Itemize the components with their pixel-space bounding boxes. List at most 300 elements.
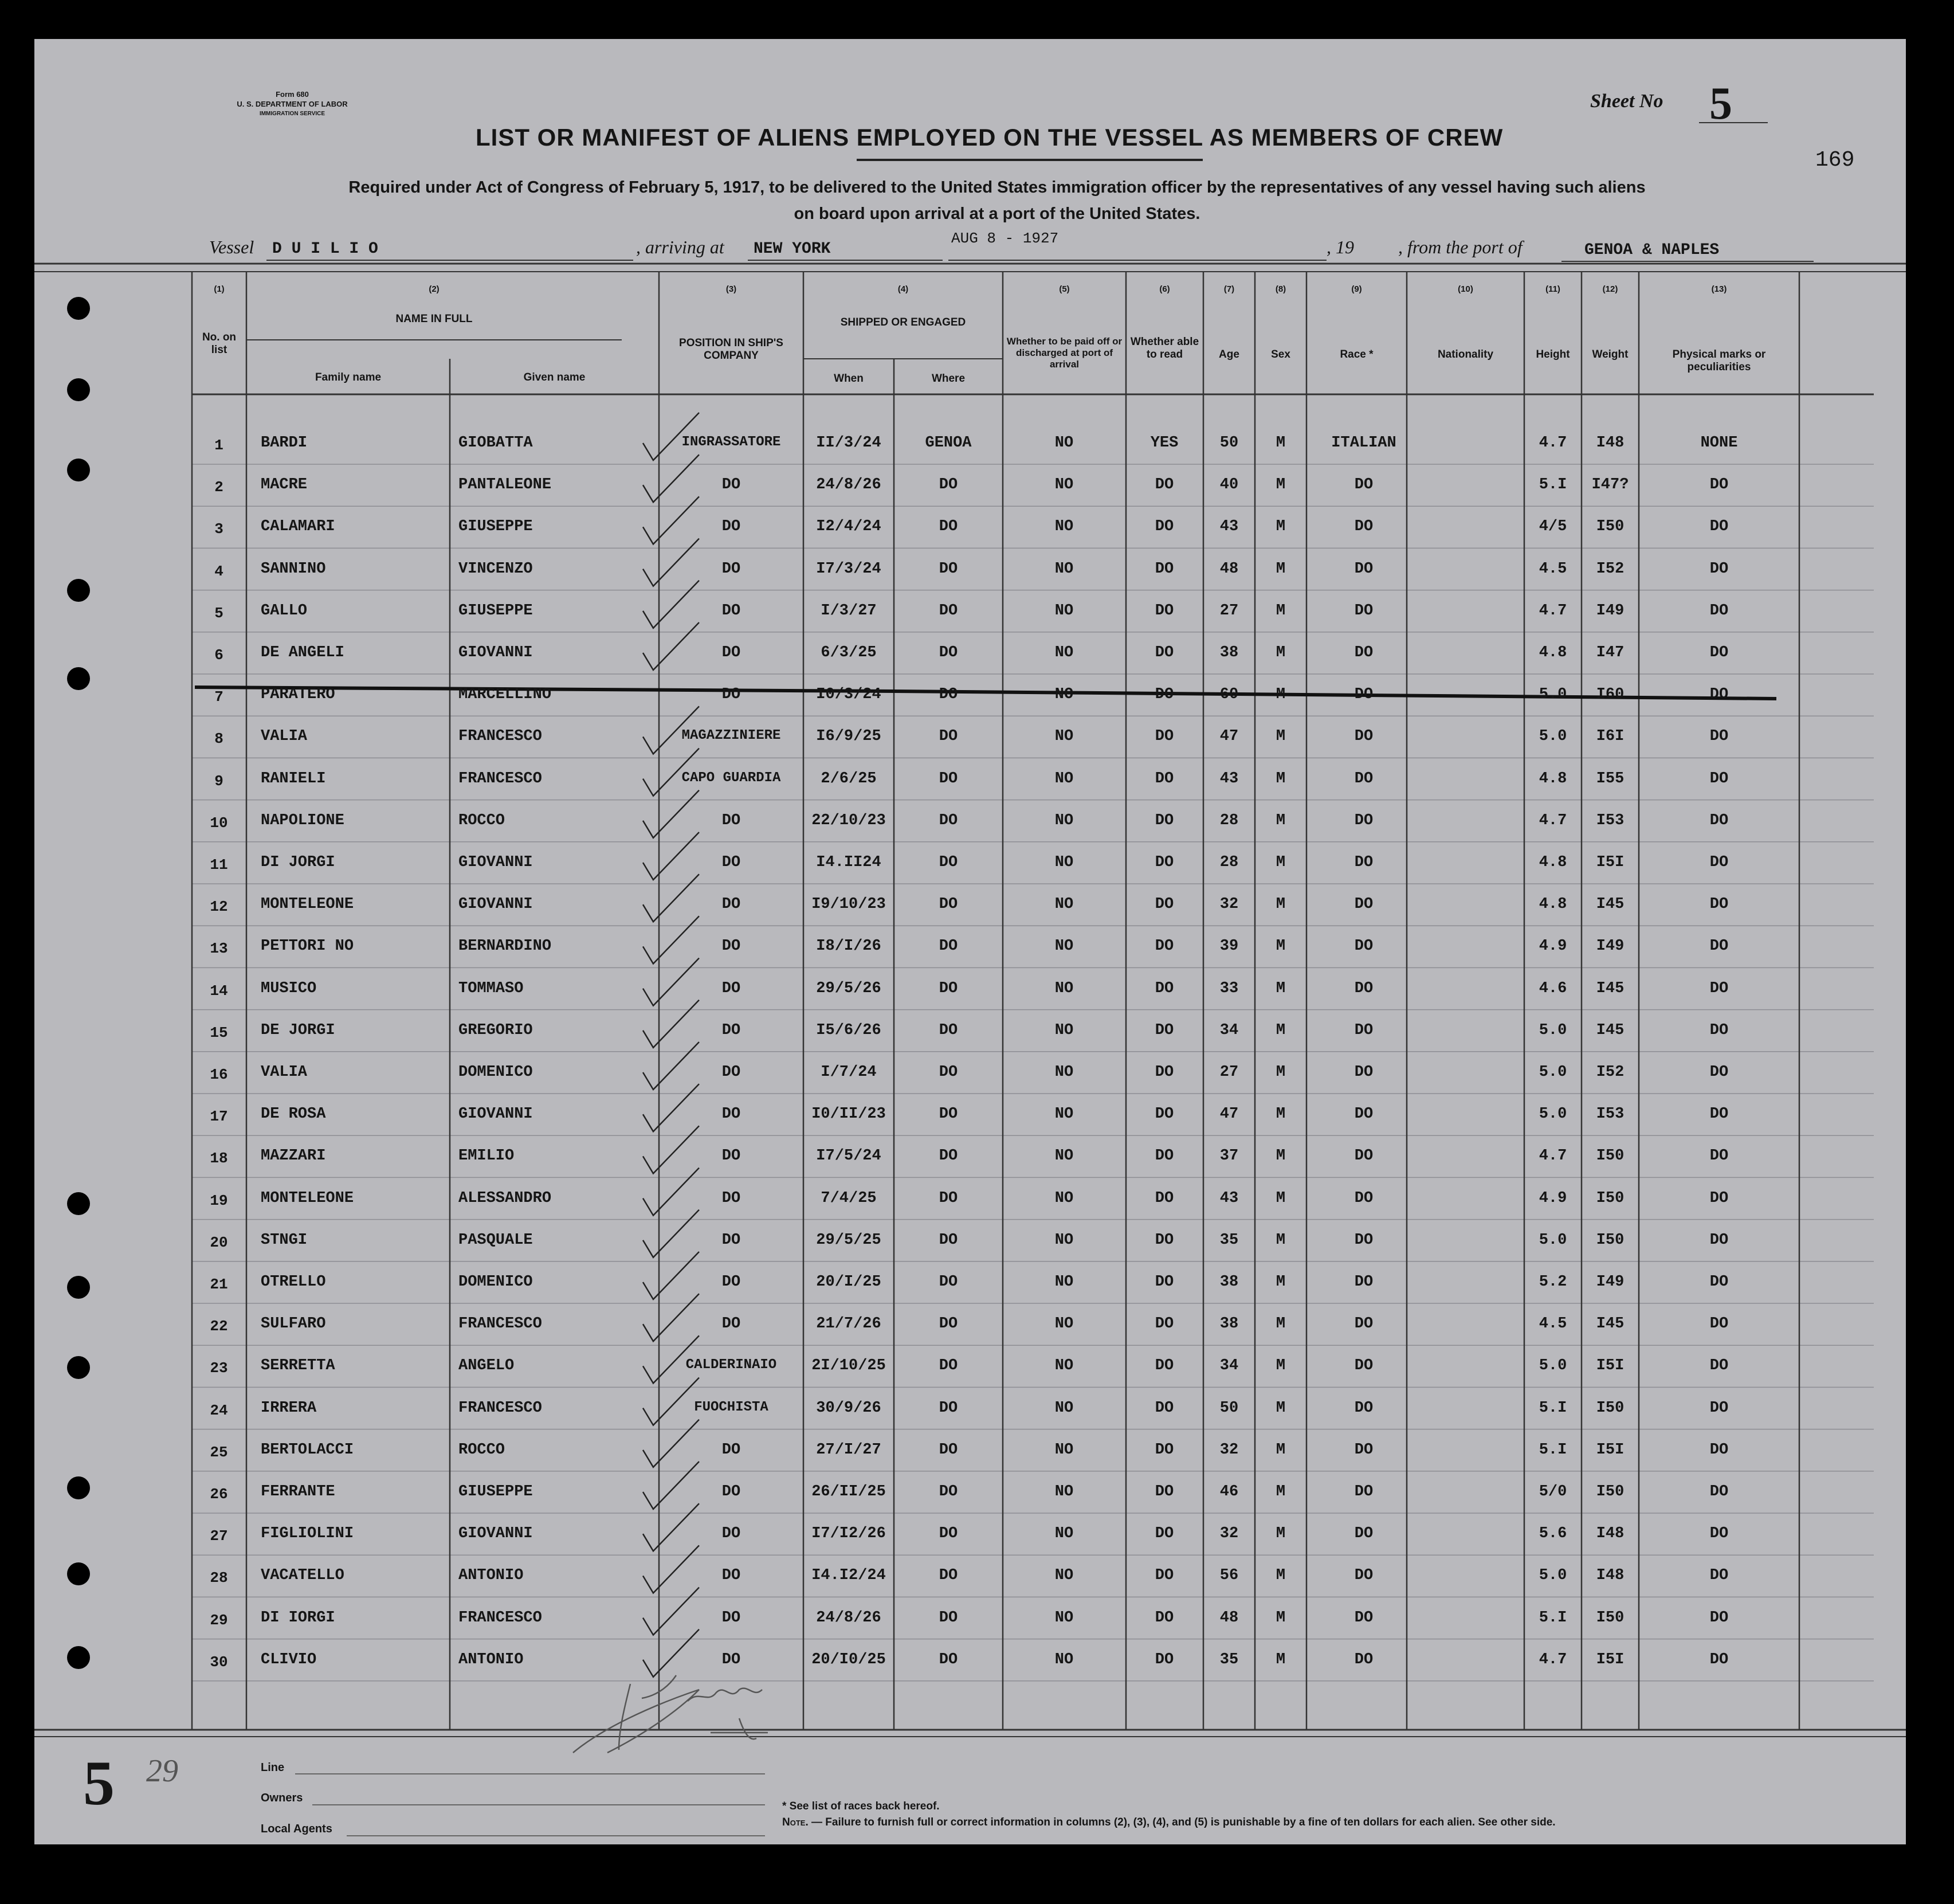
height-cell: 5.2 bbox=[1539, 1274, 1567, 1291]
race-cell: DO bbox=[1354, 1567, 1374, 1585]
sex-cell: M bbox=[1276, 1189, 1286, 1207]
title-part-3: AS MEMBERS OF CREW bbox=[1209, 124, 1504, 151]
paid-off-cell: NO bbox=[1054, 1106, 1074, 1123]
col-4a-header: When bbox=[834, 373, 864, 385]
given-name-cell: DOMENICO bbox=[458, 1064, 533, 1081]
col-7-number: (7) bbox=[1223, 284, 1235, 294]
weight-cell: I49 bbox=[1596, 938, 1625, 955]
sex-cell: M bbox=[1276, 644, 1286, 661]
sex-cell: M bbox=[1276, 1609, 1286, 1627]
weight-cell: I5I bbox=[1596, 854, 1625, 871]
shipped-when-cell: I/3/27 bbox=[821, 602, 877, 620]
family-name-cell: MACRE bbox=[261, 476, 308, 494]
family-name-cell: STNGI bbox=[261, 1231, 308, 1249]
physical-marks-cell: DO bbox=[1709, 602, 1729, 620]
line-label: Line bbox=[261, 1761, 285, 1774]
shipped-where-cell: DO bbox=[939, 1231, 958, 1249]
age-cell: 38 bbox=[1219, 644, 1239, 661]
col-13-number: (13) bbox=[1711, 284, 1727, 294]
position-cell: MAGAZZINIERE bbox=[681, 728, 781, 744]
weight-cell: I50 bbox=[1596, 1609, 1625, 1627]
departure-port: GENOA & NAPLES bbox=[1584, 241, 1720, 259]
height-cell: 5.0 bbox=[1539, 1021, 1567, 1039]
paid-off-cell: NO bbox=[1054, 1021, 1074, 1039]
age-cell: 32 bbox=[1219, 1525, 1239, 1543]
height-cell: 4.5 bbox=[1539, 1315, 1567, 1333]
shipped-where-cell: DO bbox=[939, 770, 958, 788]
col-13-header: Physical marks or peculiarities bbox=[1672, 348, 1766, 373]
position-cell: DO bbox=[721, 1651, 741, 1668]
paid-off-cell: NO bbox=[1054, 770, 1074, 788]
sex-cell: M bbox=[1276, 1147, 1286, 1165]
shipped-when-cell: I0/II/23 bbox=[811, 1106, 886, 1123]
weight-cell: I45 bbox=[1596, 1315, 1625, 1333]
weight-cell: I48 bbox=[1596, 1525, 1625, 1543]
family-name-cell: VALIA bbox=[261, 1064, 308, 1081]
binder-hole bbox=[67, 667, 90, 690]
shipped-where-cell: DO bbox=[939, 1357, 958, 1375]
weight-cell: I5I bbox=[1596, 1651, 1625, 1668]
binder-hole bbox=[67, 1192, 90, 1215]
able-to-read-cell: DO bbox=[1155, 1357, 1174, 1375]
row-number-cell: 18 bbox=[210, 1150, 228, 1168]
position-cell: DO bbox=[721, 1231, 741, 1249]
weight-cell: I49 bbox=[1596, 1274, 1625, 1291]
position-cell: DO bbox=[721, 602, 741, 620]
family-name-cell: MUSICO bbox=[261, 980, 317, 997]
family-name-cell: CALAMARI bbox=[261, 518, 335, 536]
col-10-number: (10) bbox=[1458, 284, 1473, 294]
check-mark-icon bbox=[643, 1126, 699, 1173]
col-3-header: POSITION IN SHIP'S COMPANY bbox=[679, 337, 783, 362]
height-cell: 5.0 bbox=[1539, 1231, 1567, 1249]
col-2-number: (2) bbox=[429, 284, 440, 294]
check-mark-icon bbox=[643, 1588, 699, 1635]
check-mark-icon bbox=[643, 622, 699, 670]
row-number-cell: 28 bbox=[210, 1569, 228, 1587]
family-name-cell: SANNINO bbox=[261, 560, 326, 578]
paid-off-cell: NO bbox=[1054, 1651, 1074, 1668]
check-mark-icon bbox=[643, 874, 699, 922]
given-name-cell: GREGORIO bbox=[458, 1021, 533, 1039]
penalty-note bbox=[782, 1816, 1556, 1829]
physical-marks-cell: DO bbox=[1709, 686, 1729, 704]
race-cell: DO bbox=[1354, 560, 1374, 578]
binder-hole bbox=[67, 378, 90, 401]
given-name-cell: ANTONIO bbox=[458, 1651, 524, 1668]
height-cell: 4.8 bbox=[1539, 644, 1567, 661]
age-cell: 35 bbox=[1219, 1651, 1239, 1668]
weight-cell: I50 bbox=[1596, 1189, 1625, 1207]
physical-marks-cell: DO bbox=[1709, 938, 1729, 955]
height-cell: 5.I bbox=[1539, 1441, 1567, 1459]
col-4-number: (4) bbox=[897, 284, 909, 294]
sex-cell: M bbox=[1276, 1651, 1286, 1668]
position-cell: CAPO GUARDIA bbox=[681, 770, 781, 786]
weight-cell: I50 bbox=[1596, 1231, 1625, 1249]
age-cell: 39 bbox=[1219, 938, 1239, 955]
col-11-header: Height bbox=[1536, 348, 1570, 361]
family-name-cell: FIGLIOLINI bbox=[261, 1525, 354, 1543]
age-cell: 43 bbox=[1219, 770, 1239, 788]
penalty-note-label: Note. bbox=[782, 1816, 809, 1828]
family-name-cell: IRRERA bbox=[261, 1399, 317, 1417]
race-cell: DO bbox=[1354, 896, 1374, 914]
row-number-cell: 14 bbox=[210, 982, 228, 1000]
local-agents-label: Local Agents bbox=[261, 1823, 332, 1835]
given-name-cell: GIUSEPPE bbox=[458, 518, 533, 536]
race-cell: DO bbox=[1354, 770, 1374, 788]
col-6-number: (6) bbox=[1159, 284, 1170, 294]
shipped-when-cell: I2/4/24 bbox=[816, 518, 881, 536]
family-name-cell: VALIA bbox=[261, 728, 308, 746]
physical-marks-cell: DO bbox=[1709, 476, 1729, 494]
paid-off-cell: NO bbox=[1054, 1357, 1074, 1375]
able-to-read-cell: DO bbox=[1155, 1441, 1174, 1459]
binder-hole bbox=[67, 1562, 90, 1585]
shipped-where-cell: DO bbox=[939, 1399, 958, 1417]
given-name-cell: FRANCESCO bbox=[458, 770, 542, 788]
given-name-cell: GIOVANNI bbox=[458, 896, 533, 914]
age-cell: 60 bbox=[1219, 686, 1239, 704]
sex-cell: M bbox=[1276, 1274, 1286, 1291]
shipped-where-cell: DO bbox=[939, 812, 958, 829]
position-cell: DO bbox=[721, 1483, 741, 1501]
col-8-header: Sex bbox=[1271, 348, 1290, 361]
position-cell: DO bbox=[721, 1525, 741, 1543]
from-port-label: , from the port of bbox=[1398, 237, 1523, 257]
able-to-read-cell: DO bbox=[1155, 1525, 1174, 1543]
position-cell: DO bbox=[721, 518, 741, 536]
sex-cell: M bbox=[1276, 686, 1286, 704]
position-cell: DO bbox=[721, 1441, 741, 1459]
shipped-when-cell: 2/6/25 bbox=[821, 770, 877, 788]
col-9-header: Race * bbox=[1340, 348, 1374, 361]
age-cell: 27 bbox=[1219, 1064, 1239, 1081]
race-cell: DO bbox=[1354, 644, 1374, 661]
height-cell: 5.6 bbox=[1539, 1525, 1567, 1543]
paid-off-cell: NO bbox=[1054, 938, 1074, 955]
physical-marks-cell: DO bbox=[1709, 1609, 1729, 1627]
position-cell: DO bbox=[721, 1274, 741, 1291]
height-cell: 4.7 bbox=[1539, 434, 1567, 452]
given-name-cell: GIOBATTA bbox=[458, 434, 533, 452]
shipped-when-cell: 2I/10/25 bbox=[811, 1357, 886, 1375]
row-number-cell: 29 bbox=[210, 1611, 228, 1629]
sheet-number: 5 bbox=[1709, 79, 1732, 129]
sex-cell: M bbox=[1276, 1399, 1286, 1417]
age-cell: 33 bbox=[1219, 980, 1239, 997]
check-mark-icon bbox=[643, 1168, 699, 1216]
row-number-cell: 25 bbox=[210, 1443, 228, 1461]
shipped-when-cell: 29/5/25 bbox=[816, 1231, 881, 1249]
check-mark-icon bbox=[643, 1210, 699, 1257]
paid-off-cell: NO bbox=[1054, 1064, 1074, 1081]
col-1-header: No. on list bbox=[202, 331, 237, 356]
family-name-cell: CLIVIO bbox=[261, 1651, 317, 1668]
check-mark-icon bbox=[643, 1252, 699, 1299]
sex-cell: M bbox=[1276, 770, 1286, 788]
position-cell: DO bbox=[721, 812, 741, 829]
paid-off-cell: NO bbox=[1054, 728, 1074, 746]
sex-cell: M bbox=[1276, 854, 1286, 871]
row-number-cell: 8 bbox=[214, 730, 223, 748]
shipped-when-cell: 20/I0/25 bbox=[811, 1651, 886, 1668]
position-cell: DO bbox=[721, 560, 741, 578]
binder-hole bbox=[67, 459, 90, 481]
able-to-read-cell: DO bbox=[1155, 1609, 1174, 1627]
physical-marks-cell: DO bbox=[1709, 812, 1729, 829]
given-name-cell: FRANCESCO bbox=[458, 1399, 542, 1417]
arrival-date-stamp: AUG 8 - 1927 bbox=[951, 230, 1059, 247]
race-cell: DO bbox=[1354, 1399, 1374, 1417]
paid-off-cell: NO bbox=[1054, 1441, 1074, 1459]
able-to-read-cell: DO bbox=[1155, 1399, 1174, 1417]
physical-marks-cell: DO bbox=[1709, 1357, 1729, 1375]
weight-cell: I60 bbox=[1596, 686, 1625, 704]
able-to-read-cell: YES bbox=[1150, 434, 1179, 452]
family-name-cell: DE ANGELI bbox=[261, 644, 344, 661]
position-cell: INGRASSATORE bbox=[681, 434, 781, 450]
row-number-cell: 6 bbox=[214, 647, 223, 664]
age-cell: 46 bbox=[1219, 1483, 1239, 1501]
shipped-when-cell: 24/8/26 bbox=[816, 1609, 881, 1627]
arrival-port: NEW YORK bbox=[754, 240, 831, 258]
race-cell: DO bbox=[1354, 980, 1374, 997]
position-cell: DO bbox=[721, 1609, 741, 1627]
weight-cell: I52 bbox=[1596, 1064, 1625, 1081]
position-cell: DO bbox=[721, 896, 741, 914]
age-cell: 35 bbox=[1219, 1231, 1239, 1249]
physical-marks-cell: DO bbox=[1709, 1231, 1729, 1249]
shipped-where-cell: DO bbox=[939, 1064, 958, 1081]
shipped-where-cell: DO bbox=[939, 686, 958, 704]
family-name-cell: SERRETTA bbox=[261, 1357, 335, 1375]
family-name-cell: MAZZARI bbox=[261, 1147, 326, 1165]
col-4-header: SHIPPED OR ENGAGED bbox=[840, 316, 966, 328]
age-cell: 43 bbox=[1219, 1189, 1239, 1207]
race-cell: DO bbox=[1354, 476, 1374, 494]
given-name-cell: ALESSANDRO bbox=[458, 1189, 552, 1207]
corner-number: 5 bbox=[83, 1748, 115, 1818]
given-name-cell: EMILIO bbox=[458, 1147, 515, 1165]
physical-marks-cell: DO bbox=[1709, 1567, 1729, 1585]
family-name-cell: MONTELEONE bbox=[261, 896, 354, 914]
race-cell: DO bbox=[1354, 1231, 1374, 1249]
paid-off-cell: NO bbox=[1054, 896, 1074, 914]
family-name-cell: DE ROSA bbox=[261, 1106, 326, 1123]
row-number-cell: 26 bbox=[210, 1486, 228, 1503]
age-cell: 56 bbox=[1219, 1567, 1239, 1585]
physical-marks-cell: DO bbox=[1709, 728, 1729, 746]
weight-cell: I50 bbox=[1596, 1483, 1625, 1501]
row-number-cell: 1 bbox=[214, 437, 223, 454]
family-name-cell: FERRANTE bbox=[261, 1483, 335, 1501]
race-cell: DO bbox=[1354, 728, 1374, 746]
check-mark-icon bbox=[643, 1503, 699, 1551]
given-name-cell: ROCCO bbox=[458, 1441, 505, 1459]
col-5-number: (5) bbox=[1059, 284, 1070, 294]
row-number-cell: 13 bbox=[210, 940, 228, 958]
race-cell: DO bbox=[1354, 1441, 1374, 1459]
shipped-when-cell: I7/3/24 bbox=[816, 560, 881, 578]
position-cell: DO bbox=[721, 1189, 741, 1207]
physical-marks-cell: DO bbox=[1709, 770, 1729, 788]
sex-cell: M bbox=[1276, 434, 1286, 452]
age-cell: 47 bbox=[1219, 728, 1239, 746]
race-cell: DO bbox=[1354, 518, 1374, 536]
family-name-cell: RANIELI bbox=[261, 770, 326, 788]
shipped-where-cell: DO bbox=[939, 1483, 958, 1501]
age-cell: 28 bbox=[1219, 812, 1239, 829]
col-1-number: (1) bbox=[214, 284, 225, 294]
shipped-where-cell: DO bbox=[939, 896, 958, 914]
subtitle-line-2: on board upon arrival at a port of the United States. bbox=[794, 205, 1200, 223]
paid-off-cell: NO bbox=[1054, 1189, 1074, 1207]
height-cell: 5.0 bbox=[1539, 1357, 1567, 1375]
able-to-read-cell: DO bbox=[1155, 770, 1174, 788]
col-10-header: Nationality bbox=[1437, 348, 1494, 361]
family-name-cell: OTRELLO bbox=[261, 1274, 326, 1291]
shipped-where-cell: GENOA bbox=[925, 434, 972, 452]
age-cell: 38 bbox=[1219, 1274, 1239, 1291]
given-name-cell: MARCELLINO bbox=[458, 686, 552, 704]
sheet-label: Sheet No bbox=[1590, 91, 1663, 112]
vessel-name: D U I L I O bbox=[272, 240, 378, 258]
sex-cell: M bbox=[1276, 812, 1286, 829]
row-number-cell: 19 bbox=[210, 1192, 228, 1209]
row-number-cell: 16 bbox=[210, 1066, 228, 1083]
binder-hole bbox=[67, 1356, 90, 1379]
shipped-where-cell: DO bbox=[939, 1651, 958, 1668]
paid-off-cell: NO bbox=[1054, 560, 1074, 578]
subtitle-line-1: Required under Act of Congress of February 5, 1917, to be delivered to the United States immigration officer by the representatives of any vessel having such aliens bbox=[348, 178, 1646, 197]
weight-cell: I55 bbox=[1596, 770, 1625, 788]
shipped-where-cell: DO bbox=[939, 980, 958, 997]
family-name-cell: MONTELEONE bbox=[261, 1189, 354, 1207]
shipped-when-cell: I7/5/24 bbox=[816, 1147, 881, 1165]
given-name-cell: GIOVANNI bbox=[458, 1106, 533, 1123]
col-3-number: (3) bbox=[725, 284, 737, 294]
check-mark-icon bbox=[643, 581, 699, 628]
race-cell: DO bbox=[1354, 854, 1374, 871]
row-number-cell: 20 bbox=[210, 1233, 228, 1251]
height-cell: 4.7 bbox=[1539, 602, 1567, 620]
height-cell: 4/5 bbox=[1539, 518, 1567, 536]
able-to-read-cell: DO bbox=[1155, 602, 1174, 620]
shipped-when-cell: 26/II/25 bbox=[811, 1483, 886, 1501]
col-8-number: (8) bbox=[1275, 284, 1286, 294]
row-number-cell: 23 bbox=[210, 1360, 228, 1377]
height-cell: 4.5 bbox=[1539, 560, 1567, 578]
able-to-read-cell: DO bbox=[1155, 728, 1174, 746]
sex-cell: M bbox=[1276, 896, 1286, 914]
shipped-when-cell: 29/5/26 bbox=[816, 980, 881, 997]
height-cell: 4.7 bbox=[1539, 1651, 1567, 1668]
shipped-where-cell: DO bbox=[939, 1567, 958, 1585]
given-name-cell: FRANCESCO bbox=[458, 1609, 542, 1627]
shipped-when-cell: 24/8/26 bbox=[816, 476, 881, 494]
race-cell: DO bbox=[1354, 686, 1374, 704]
check-mark-icon bbox=[643, 455, 699, 502]
shipped-where-cell: DO bbox=[939, 1315, 958, 1333]
binder-hole bbox=[67, 1476, 90, 1499]
able-to-read-cell: DO bbox=[1155, 560, 1174, 578]
weight-cell: I48 bbox=[1596, 1567, 1625, 1585]
sex-cell: M bbox=[1276, 938, 1286, 955]
shipped-when-cell: 21/7/26 bbox=[816, 1315, 881, 1333]
able-to-read-cell: DO bbox=[1155, 812, 1174, 829]
binder-hole bbox=[67, 297, 90, 320]
shipped-where-cell: DO bbox=[939, 1021, 958, 1039]
height-cell: 5.0 bbox=[1539, 728, 1567, 746]
physical-marks-cell: DO bbox=[1709, 644, 1729, 661]
given-name-cell: FRANCESCO bbox=[458, 1315, 542, 1333]
age-cell: 48 bbox=[1219, 560, 1239, 578]
shipped-where-cell: DO bbox=[939, 602, 958, 620]
sex-cell: M bbox=[1276, 1525, 1286, 1543]
paid-off-cell: NO bbox=[1054, 518, 1074, 536]
age-cell: 28 bbox=[1219, 854, 1239, 871]
race-cell: DO bbox=[1354, 1064, 1374, 1081]
check-mark-icon bbox=[643, 832, 699, 880]
sex-cell: M bbox=[1276, 728, 1286, 746]
age-cell: 50 bbox=[1219, 434, 1239, 452]
paid-off-cell: NO bbox=[1054, 1399, 1074, 1417]
paid-off-cell: NO bbox=[1054, 980, 1074, 997]
able-to-read-cell: DO bbox=[1155, 686, 1174, 704]
family-name-cell: GALLO bbox=[261, 602, 308, 620]
sex-cell: M bbox=[1276, 1021, 1286, 1039]
height-cell: 4.7 bbox=[1539, 812, 1567, 829]
row-number-cell: 3 bbox=[214, 520, 223, 538]
sex-cell: M bbox=[1276, 602, 1286, 620]
row-number-cell: 15 bbox=[210, 1024, 228, 1041]
corner-pencil-note: 29 bbox=[146, 1753, 178, 1789]
physical-marks-cell: DO bbox=[1709, 560, 1729, 578]
shipped-when-cell: I5/6/26 bbox=[816, 1021, 881, 1039]
shipped-when-cell: 6/3/25 bbox=[821, 644, 877, 661]
paid-off-cell: NO bbox=[1054, 1525, 1074, 1543]
paid-off-cell: NO bbox=[1054, 1274, 1074, 1291]
signature bbox=[573, 1675, 768, 1753]
shipped-when-cell: II/3/24 bbox=[816, 434, 881, 452]
physical-marks-cell: DO bbox=[1709, 518, 1729, 536]
shipped-where-cell: DO bbox=[939, 1609, 958, 1627]
row-number-cell: 27 bbox=[210, 1527, 228, 1545]
physical-marks-cell: DO bbox=[1709, 1021, 1729, 1039]
height-cell: 4.8 bbox=[1539, 770, 1567, 788]
shipped-when-cell: I4.II24 bbox=[816, 854, 881, 871]
sex-cell: M bbox=[1276, 980, 1286, 997]
given-name-cell: GIUSEPPE bbox=[458, 602, 533, 620]
height-cell: 5.I bbox=[1539, 1399, 1567, 1417]
col-5-header: Whether to be paid off or discharged at port of arrival bbox=[1006, 336, 1123, 370]
height-cell: 4.8 bbox=[1539, 896, 1567, 914]
given-name-cell: VINCENZO bbox=[458, 560, 533, 578]
position-cell: DO bbox=[721, 1021, 741, 1039]
paid-off-cell: NO bbox=[1054, 1609, 1074, 1627]
paid-off-cell: NO bbox=[1054, 1147, 1074, 1165]
physical-marks-cell: DO bbox=[1709, 896, 1729, 914]
row-number-cell: 11 bbox=[210, 856, 228, 873]
race-cell: DO bbox=[1354, 938, 1374, 955]
row-number-cell: 2 bbox=[214, 479, 223, 496]
check-mark-icon bbox=[643, 1629, 699, 1677]
col-6-header: Whether able to read bbox=[1130, 336, 1199, 361]
age-cell: 27 bbox=[1219, 602, 1239, 620]
binder-hole bbox=[67, 1646, 90, 1669]
